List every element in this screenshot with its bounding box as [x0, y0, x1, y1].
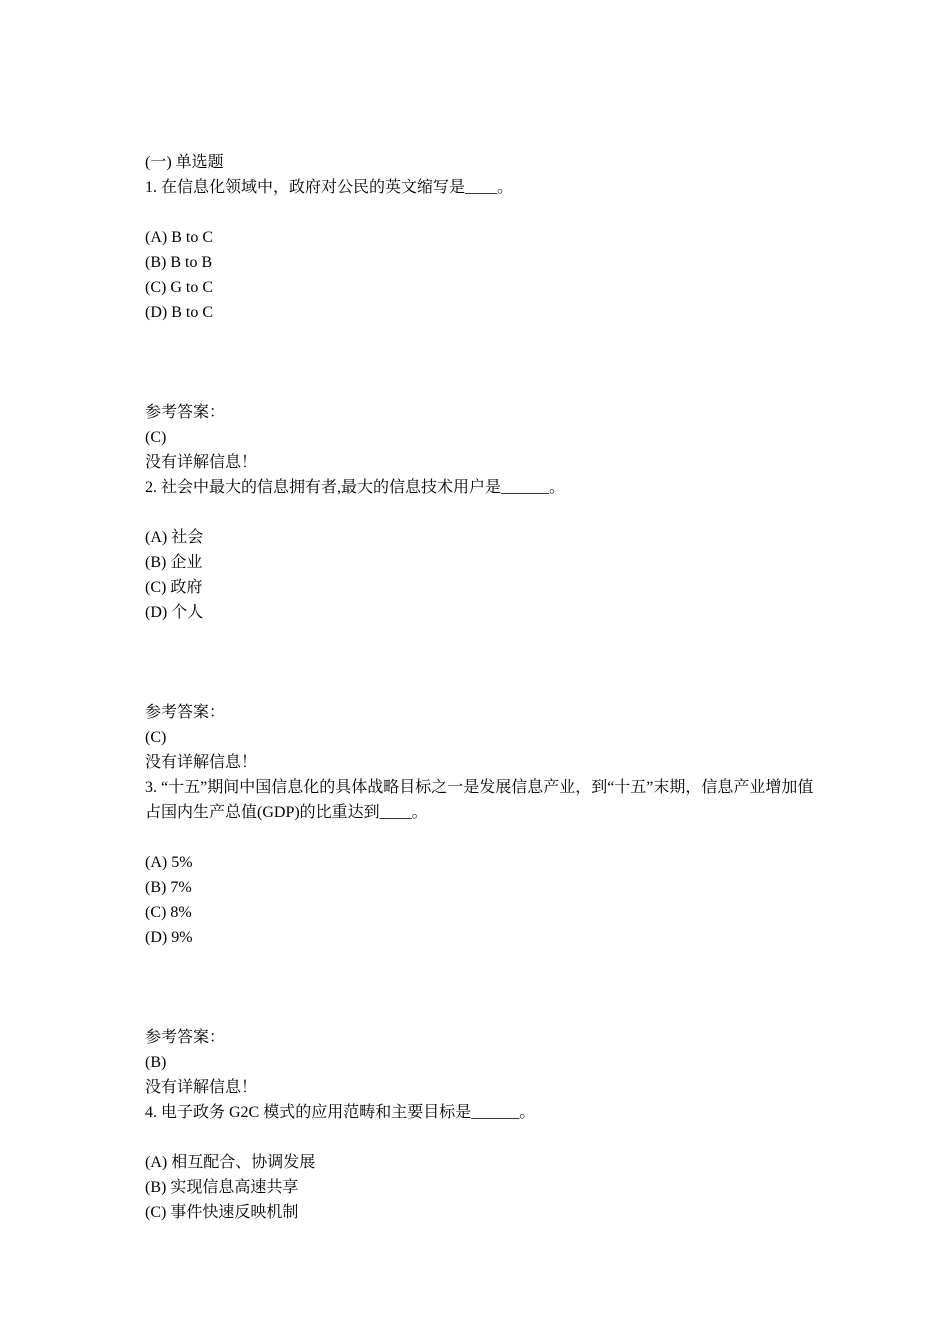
option-a: (A) 5%: [145, 854, 193, 871]
explanation-text: 没有详解信息！: [145, 454, 258, 471]
option-b: (B) 实现信息高速共享: [145, 1179, 299, 1196]
question-1: [145, 175, 815, 475]
option-d: (D) B to C: [145, 304, 213, 321]
option-b: (B) B to B: [145, 254, 213, 271]
option-c: (C) 8%: [145, 904, 192, 921]
option-a: (A) 社会: [145, 529, 204, 546]
option-c: (C) 事件快速反映机制: [145, 1204, 299, 1221]
question-stem: 2. 社会中最大的信息拥有者,最大的信息技术用户是______。: [145, 479, 566, 496]
answer-value: (C): [145, 729, 167, 746]
question-4: [145, 1100, 815, 1225]
explanation-text: 没有详解信息！: [145, 1079, 258, 1096]
option-d: (D) 9%: [145, 929, 193, 946]
answer-value: (C): [145, 429, 167, 446]
explanation-text: 没有详解信息！: [145, 754, 258, 771]
answer-value: (B): [145, 1054, 167, 1071]
question-stem: 4. 电子政务 G2C 模式的应用范畴和主要目标是______。: [145, 1104, 536, 1121]
section-title: (一) 单选题: [145, 154, 224, 171]
answer-label: 参考答案：: [145, 404, 226, 421]
option-b: (B) 7%: [145, 879, 192, 896]
question-stem: 1. 在信息化领域中，政府对公民的英文缩写是____。: [145, 179, 514, 196]
document-body: [145, 150, 815, 1225]
option-c: (C) G to C: [145, 279, 213, 296]
option-a: (A) B to C: [145, 229, 213, 246]
question-2: [145, 475, 815, 775]
answer-label: 参考答案：: [145, 1029, 226, 1046]
option-b: (B) 企业: [145, 554, 203, 571]
option-d: (D) 个人: [145, 604, 204, 621]
question-3: [145, 775, 815, 1100]
answer-label: 参考答案：: [145, 704, 226, 721]
option-a: (A) 相互配合、协调发展: [145, 1154, 316, 1171]
question-stem: 3. “十五”期间中国信息化的具体战略目标之一是发展信息产业，到“十五”末期，信息产业增加值占国内生产总值(GDP)的比重达到____。: [145, 779, 814, 821]
option-c: (C) 政府: [145, 579, 203, 596]
